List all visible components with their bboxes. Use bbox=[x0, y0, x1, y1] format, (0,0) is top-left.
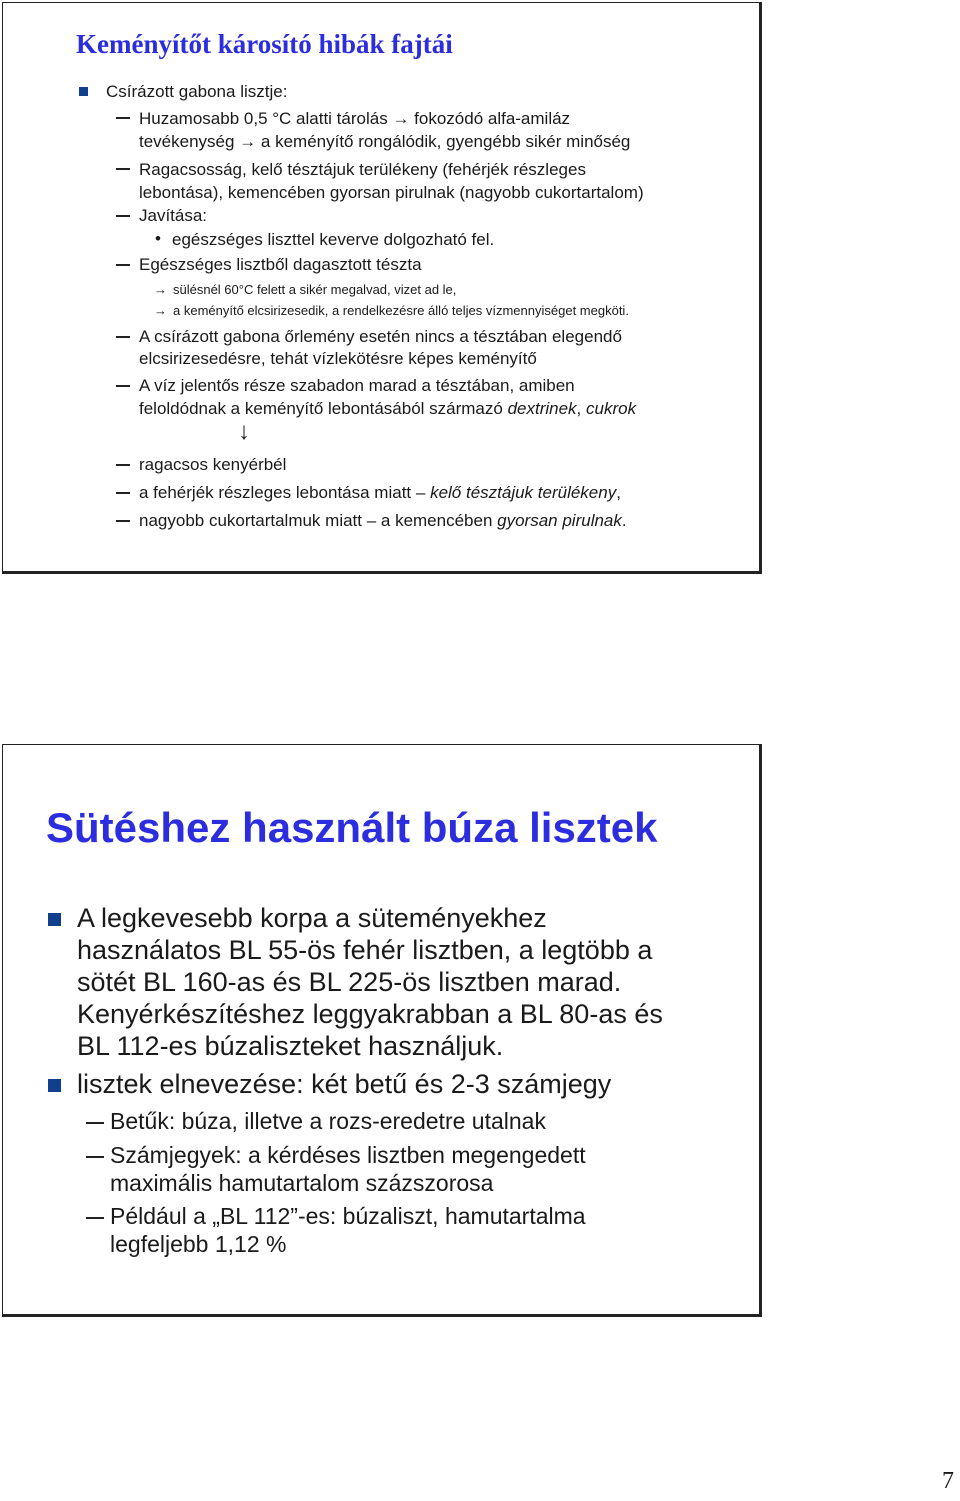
page-number: 7 bbox=[942, 1468, 954, 1494]
dash-icon bbox=[116, 215, 130, 217]
arrow-down-icon: ↓ bbox=[238, 418, 250, 445]
slide1-arrow-item-1: sülésnél 60°C felett a sikér megalvad, vizet ad le, bbox=[173, 282, 457, 297]
square-bullet-icon bbox=[79, 87, 88, 96]
slide1-item-6b bbox=[139, 397, 636, 420]
slide1-item-2a: Ragacsosság, kelő tésztájuk terülékeny (fehérjék részleges bbox=[139, 160, 586, 179]
dash-icon bbox=[116, 117, 130, 119]
dash-icon bbox=[116, 264, 130, 266]
dash-icon bbox=[86, 1156, 104, 1158]
item6-sep: , bbox=[576, 399, 586, 418]
slide2-bullet1-line5: BL 112-es búzaliszteket használjuk. bbox=[77, 1031, 504, 1061]
item9-italic: gyorsan pirulnak bbox=[497, 511, 622, 530]
slide2-bullet1-line4: Kenyérkészítéshez leggyakrabban a BL 80-as és bbox=[77, 999, 663, 1029]
dash-icon bbox=[116, 492, 130, 494]
slide1-item-5a: A csírázott gabona őrlemény esetén nincs a tésztában elegendő bbox=[139, 327, 622, 346]
slide1-item-5b: elcsirizesedésre, tehát vízlekötésre képes keményítő bbox=[139, 349, 537, 368]
slide1-sub-bullet: egészséges liszttel keverve dolgozható fel. bbox=[172, 230, 495, 249]
slide2-sub1: Betűk: búza, illetve a rozs-eredetre utalnak bbox=[110, 1108, 546, 1134]
arrow-right-icon: → bbox=[154, 282, 167, 297]
slide2-bullet2: lisztek elnevezése: két betű és 2-3 számjegy bbox=[77, 1069, 612, 1099]
slide1-item-4: Egészséges lisztből dagasztott tészta bbox=[139, 255, 422, 274]
item8-italic: kelő tésztájuk terülékeny bbox=[430, 483, 617, 502]
dash-icon bbox=[116, 385, 130, 387]
item8-plain: a fehérjék részleges lebontása miatt – bbox=[139, 483, 431, 502]
arrow-right-icon: → bbox=[154, 303, 167, 318]
slide2-sub3-line2: legfeljebb 1,12 % bbox=[110, 1231, 287, 1257]
slide2-sub2-line2: maximális hamutartalom százszorosa bbox=[110, 1170, 494, 1196]
slide1-bullet: Csírázott gabona lisztje: bbox=[106, 82, 288, 101]
slide2-sub2-line1: Számjegyek: a kérdéses lisztben megengedett bbox=[110, 1142, 586, 1168]
slide1-arrow-item-2: a keményítő elcsirizesedik, a rendelkezésre álló teljes vízmennyiséget megköti. bbox=[173, 303, 629, 318]
slide1-item-8 bbox=[139, 481, 621, 504]
dot-bullet-icon: • bbox=[155, 229, 161, 248]
dash-icon bbox=[116, 336, 130, 338]
slide2-title: Sütéshez használt búza lisztek bbox=[46, 804, 658, 851]
item9-end: . bbox=[621, 511, 627, 530]
slide1-item-6a: A víz jelentős része szabadon marad a tésztában, amiben bbox=[139, 376, 575, 395]
slide1-item-3: Javítása: bbox=[139, 206, 208, 225]
dash-icon bbox=[116, 520, 130, 522]
slide1-item-9 bbox=[139, 509, 627, 532]
dash-icon bbox=[116, 464, 130, 466]
square-bullet-icon bbox=[48, 1079, 61, 1092]
item6-italic-cukrok: cukrok bbox=[586, 399, 637, 418]
slide2-bullet1-line3: sötét BL 160-as és BL 225-ös lisztben marad. bbox=[77, 967, 622, 997]
item9-plain: nagyobb cukortartalmuk miatt – a kemencében bbox=[139, 511, 498, 530]
dash-icon bbox=[116, 168, 130, 170]
slide1-title: Keményítőt károsító hibák fajtái bbox=[76, 29, 453, 59]
item6-italic-dextrinek: dextrinek bbox=[507, 399, 577, 418]
slide2-bullet1-line2: használatos BL 55-ös fehér lisztben, a legtöbb a bbox=[77, 935, 653, 965]
dash-icon bbox=[86, 1217, 104, 1219]
square-bullet-icon bbox=[48, 913, 61, 926]
slide1-item-2b: lebontása), kemencében gyorsan pirulnak (nagyobb cukortartalom) bbox=[139, 183, 644, 202]
slide2-sub3-line1: Például a „BL 112”-es: búzaliszt, hamutartalma bbox=[110, 1203, 586, 1229]
item6-plain: feloldódnak a keményítő lebontásából származó bbox=[139, 399, 508, 418]
slide2-bullet1-line1: A legkevesebb korpa a süteményekhez bbox=[77, 903, 547, 933]
slide1-item-1a: Huzamosabb 0,5 °C alatti tárolás → fokozódó alfa-amiláz bbox=[139, 109, 571, 128]
slide1-item-7: ragacsos kenyérbél bbox=[139, 455, 287, 474]
dash-icon bbox=[86, 1122, 104, 1124]
slide1-item-1b: tevékenység → a keményítő rongálódik, gyengébb sikér minőség bbox=[139, 132, 631, 151]
item8-end: , bbox=[616, 483, 621, 502]
